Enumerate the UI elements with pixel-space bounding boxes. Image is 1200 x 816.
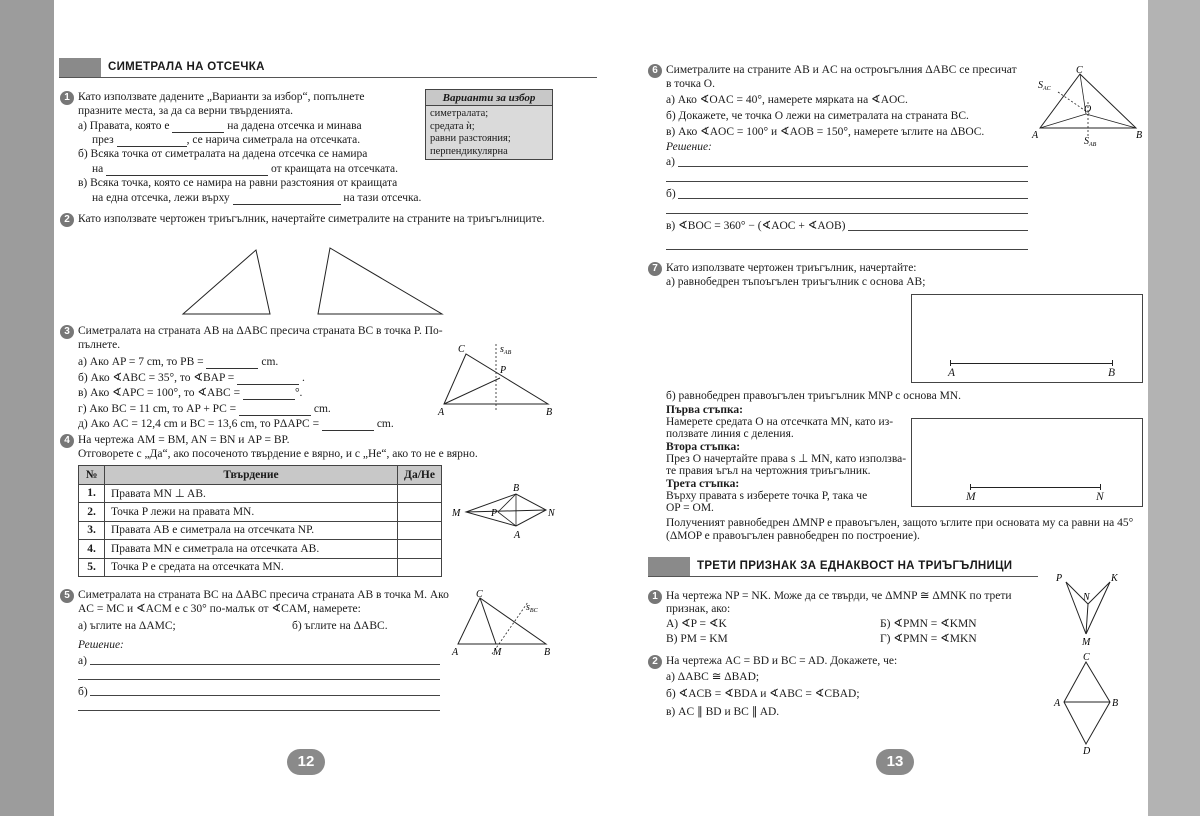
text: .: [302, 372, 305, 384]
item-d: [78, 403, 331, 416]
choice-item: равни разстояния;: [430, 133, 511, 144]
label-c: C: [458, 344, 465, 355]
section-title-perpendicular-bisector: [59, 58, 597, 78]
label-b: B: [1136, 130, 1143, 141]
problem-text: Като използвате чертожен триъгълник, начертайте:: [666, 262, 917, 274]
solution-label: Решение:: [78, 639, 124, 651]
answer-c-label: в) ∢BOC = 360° − (∢AOC + ∢AOB): [666, 220, 846, 232]
text: от краищата на отсечката.: [271, 163, 399, 175]
step-2-text: През O начертайте права s ⊥ MN, като използва-: [666, 453, 907, 465]
problem-text: AC = MC и ∢ACM е с 30° по-малък от ∢CAM, намерете:: [78, 603, 361, 615]
label-m: M: [493, 647, 502, 658]
label-n: N: [1096, 491, 1104, 503]
problem-number: 1: [648, 590, 662, 604]
figure-kite: [450, 482, 560, 542]
problem-text: На чертежа NP = NK. Може да се твърди, че ΔMNP ≅ ΔMNK по трети: [666, 590, 1012, 602]
answer-line[interactable]: [848, 230, 1028, 231]
item-e: [78, 418, 394, 431]
item-a: а) Ако ∢OAC = 40°, намерете мярката на ∢AOC.: [666, 94, 908, 106]
item-c: [78, 387, 302, 400]
label-s-ab: $S_{AB}$: [1084, 136, 1097, 148]
statement-c-cont: [92, 192, 421, 205]
row-num: 3.: [79, 521, 105, 540]
row-statement: Точка P лежи на правата MN.: [105, 503, 398, 522]
segment-mn: [466, 510, 546, 512]
item-a: [78, 356, 278, 369]
text: б) Ако ∢ABC = 35°, то ∢BAP =: [78, 372, 235, 384]
text: д) Ако AC = 12,4 cm и BC = 13,6 cm, то PΔAPC =: [78, 418, 320, 430]
statement-b-cont: [92, 163, 398, 176]
table-header-row: [79, 466, 442, 485]
blank-field[interactable]: [239, 415, 311, 416]
label-b: B: [1112, 698, 1119, 709]
answer-line[interactable]: [90, 695, 440, 696]
header-answer: Да/Не: [398, 466, 442, 485]
solution-label: Решение:: [666, 141, 712, 153]
step-3-heading: Трета стъпка:: [666, 478, 740, 490]
answer-cell[interactable]: [398, 540, 442, 559]
statement-a-cont: [92, 134, 360, 147]
label-c: C: [1076, 65, 1083, 76]
problem-number: 2: [60, 213, 74, 227]
figure-circumcenter: [1028, 62, 1150, 150]
text: cm.: [261, 356, 279, 368]
label-c: C: [1083, 652, 1090, 663]
label-s: $s_{AB}$: [500, 344, 512, 356]
table-row: [79, 521, 442, 540]
answer-b-label: б): [78, 686, 88, 698]
text: през: [92, 134, 114, 146]
item-b: [78, 372, 305, 385]
problem-number: 6: [648, 64, 662, 78]
triangle-abc: [458, 598, 546, 644]
problem-text: в точка O.: [666, 78, 715, 90]
choice-item: средата ѝ;: [430, 120, 475, 132]
label-a: A: [514, 530, 521, 541]
option-b[interactable]: Б) ∢PMN = ∢KMN: [880, 618, 977, 630]
answer-line[interactable]: [78, 710, 440, 711]
item-b: б) Докажете, че точка O лежи на симетралата на страната BC.: [666, 110, 969, 122]
triangle-2: [318, 248, 442, 314]
answer-line[interactable]: [666, 213, 1028, 214]
text: на тази отсечка.: [343, 192, 422, 204]
text: а) Ако AP = 7 cm, то PB =: [78, 356, 204, 368]
text: на: [92, 163, 104, 175]
item-b: б) равнобедрен правоъгълен триъгълник MNP с основа MN.: [666, 390, 961, 402]
section-title-text: СИМЕТРАЛА НА ОТСЕЧКА: [108, 61, 265, 73]
item-b: б) ъглите на ΔABC.: [292, 620, 388, 632]
option-a[interactable]: А) ∢P = ∢K: [666, 618, 727, 630]
triangle-1: [183, 250, 270, 314]
quadrilateral: [1064, 662, 1110, 744]
blank-field[interactable]: [117, 146, 187, 147]
blank-field[interactable]: [106, 175, 268, 176]
answer-line[interactable]: [90, 664, 440, 665]
drawing-box-mn[interactable]: [911, 418, 1143, 507]
section-title-third-criterion: [648, 557, 1038, 577]
tick: [1100, 484, 1101, 490]
label-s: $s_{BC}$: [526, 602, 538, 614]
row-statement: Правата MN ⊥ AB.: [105, 484, 398, 503]
text: , се нарича симетрала на отсечката.: [186, 134, 361, 146]
choice-item: симетралата;: [430, 108, 489, 119]
label-n: N: [1083, 592, 1090, 603]
blank-field[interactable]: [243, 399, 295, 400]
item-c: в) AC ∥ BD и BC ∥ AD.: [666, 706, 780, 718]
text: cm.: [313, 403, 331, 415]
text: cm.: [376, 418, 394, 430]
label-a: A: [1054, 698, 1061, 709]
problem-number: 4: [60, 434, 74, 448]
result-text: Полученият равнобедрен ΔMNP е правоъгълен, защото ъглите при основата му са равни на 45°: [666, 517, 1134, 529]
step-1-text: Намерете средата O на отсечката MN, като из-: [666, 416, 894, 428]
answer-line[interactable]: [666, 181, 1028, 182]
step-1-text: ползвате линия с деления.: [666, 428, 794, 440]
figure-triangle-abc-bisector: [436, 340, 556, 420]
answer-cell[interactable]: [398, 503, 442, 522]
right-page-edge: [1148, 0, 1200, 816]
answer-cell[interactable]: [398, 484, 442, 503]
statement-a: [78, 120, 362, 133]
answer-b-label: б): [666, 188, 676, 200]
answer-cell[interactable]: [398, 521, 442, 540]
row-num: 2.: [79, 503, 105, 522]
problem-text: празните места, за да са верни твърденията.: [78, 105, 294, 117]
statement-c: в) Всяка точка, която се намира на равни разстояния от краищата: [78, 177, 398, 189]
left-page-edge: [0, 0, 54, 816]
item-a: а) равнобедрен тъпоъгълен триъгълник с основа AB;: [666, 276, 926, 288]
step-2-heading: Втора стъпка:: [666, 441, 741, 453]
step-2-text: те правия ъгъл на чертожния триъгълник.: [666, 465, 871, 477]
row-num: 1.: [79, 484, 105, 503]
text: в) Ако ∢APC = 100°, то ∢ABC =: [78, 387, 241, 399]
statements-table: [78, 465, 442, 577]
label-p: P: [1056, 573, 1063, 584]
step-3-text: Върху правата s изберете точка P, така че: [666, 490, 868, 502]
problem-number: 7: [648, 262, 662, 276]
item-a: а) ΔABC ≅ ΔBAD;: [666, 671, 760, 683]
answer-cell[interactable]: [398, 558, 442, 577]
step-3-text: OP = OM.: [666, 502, 714, 514]
row-num: 5.: [79, 558, 105, 577]
choice-item: перпендикулярна: [430, 145, 508, 157]
label-m: M: [966, 491, 976, 503]
table-row: [79, 484, 442, 503]
answer-a-label: а): [78, 655, 87, 667]
choices-box: [425, 89, 553, 160]
blank-field[interactable]: [233, 204, 341, 205]
text: г) Ако BC = 11 cm, то AP + PC =: [78, 403, 237, 415]
label-o: O: [1084, 104, 1092, 115]
segment-pb: [498, 494, 516, 512]
problem-text: На чертежа AM = BM, AN = BN и AP = BP.: [78, 434, 290, 446]
text: °.: [294, 387, 303, 399]
problem-text: Като използвате дадените „Варианти за избор“, попълнете: [78, 91, 365, 103]
label-a: A: [1032, 130, 1039, 141]
label-m: M: [452, 508, 461, 519]
tick: [970, 484, 971, 490]
problem-number: 2: [648, 655, 662, 669]
label-a: A: [948, 367, 956, 379]
problem-text: признак, ако:: [666, 603, 731, 615]
label-n: N: [548, 508, 555, 519]
statement-b: б) Всяка точка от симетралата на дадена отсечка се намира: [78, 148, 368, 160]
row-num: 4.: [79, 540, 105, 559]
result-text: (ΔMOP е правоъгълен равнобедрен по построение).: [666, 530, 920, 542]
header-num: №: [79, 466, 105, 485]
item-c: в) Ако ∢AOC = 100° и ∢AOB = 150°, намерете ъглите на ΔBOC.: [666, 126, 985, 138]
label-p: P: [491, 508, 498, 519]
tick: [950, 360, 951, 366]
problem-text: Като използвате чертожен триъгълник, начертайте симетралите на страните на триъгълниците.: [78, 213, 545, 225]
problem-text: Симетралата на страната AB на ΔABC пресича страната BC в точка P. По-: [78, 325, 443, 337]
table-row: [79, 558, 442, 577]
blank-field[interactable]: [172, 132, 224, 133]
label-b: B: [513, 483, 520, 494]
item-b: б) ∢ACB = ∢BDA и ∢ABC = ∢CBAD;: [666, 688, 860, 700]
label-a: A: [438, 407, 445, 418]
text: на дадена отсечка и минава: [227, 120, 362, 132]
page-number: 12: [287, 749, 325, 775]
segment-kn: [1088, 582, 1110, 604]
problem-text: На чертежа AC = BD и BC = AD. Докажете, че:: [666, 655, 898, 667]
drawing-box-ab[interactable]: [911, 294, 1143, 383]
segment-pm: [1066, 582, 1086, 634]
problem-number: 1: [60, 91, 74, 105]
segment-km: [1086, 582, 1110, 634]
segment-ab: [950, 363, 1112, 364]
problem-number: 3: [60, 325, 74, 339]
problem-text: пълнете.: [78, 339, 121, 351]
problem-text: Симетралите на страните AB и AC на остроъгълния ΔABC се пресичат: [666, 64, 1017, 76]
figure-pnkm: [1048, 568, 1128, 648]
answer-line[interactable]: [678, 198, 1028, 199]
table-row: [79, 503, 442, 522]
segment-ap: [444, 378, 500, 404]
answer-line[interactable]: [678, 166, 1028, 167]
page-number: 13: [876, 749, 914, 775]
tick: [1112, 360, 1113, 366]
text: а) Правата, която е: [78, 120, 170, 132]
table-row: [79, 540, 442, 559]
option-v[interactable]: В) PM = KM: [666, 633, 728, 645]
blank-field[interactable]: [206, 368, 258, 369]
item-a: а) ъглите на ΔAMC;: [78, 620, 176, 632]
label-p: P: [500, 365, 507, 376]
blank-field[interactable]: [237, 384, 299, 385]
figure-acbd: [1050, 650, 1130, 756]
figure-triangle-amc: [448, 588, 558, 660]
problem-text: Симетралата на страната BC на ΔABC пресича страната AB в точка M. Ако: [78, 589, 449, 601]
label-b: B: [544, 647, 551, 658]
row-statement: Правата AB е симетрала на отсечката NP.: [105, 521, 398, 540]
segment-cm: [480, 598, 496, 644]
label-m: M: [1082, 637, 1091, 648]
label-s-ac: $S_{AC}$: [1038, 80, 1051, 92]
segment-ao: [1040, 114, 1086, 128]
segment-mn: [970, 487, 1100, 488]
problem-text: Отговорете с „Да“, ако посоченото твърдение е вярно, и с „Не“, ако то не е вярно.: [78, 448, 478, 460]
step-1-heading: Първа стъпка:: [666, 404, 743, 416]
blank-field[interactable]: [322, 430, 374, 431]
text: на една отсечка, лежи върху: [92, 192, 230, 204]
label-c: C: [476, 589, 483, 600]
label-b: B: [1108, 367, 1116, 379]
answer-line[interactable]: [78, 679, 440, 680]
option-g[interactable]: Г) ∢PMN = ∢MKN: [880, 633, 977, 645]
triangles-figure: [170, 240, 460, 320]
problem-number: 5: [60, 589, 74, 603]
label-b: B: [546, 407, 553, 418]
section-title-text: ТРЕТИ ПРИЗНАК ЗА ЕДНАКВОСТ НА ТРИЪГЪЛНИЦИ: [697, 560, 1013, 572]
label-a: A: [452, 647, 459, 658]
row-statement: Правата MN е симетрала на отсечката AB.: [105, 540, 398, 559]
label-d: D: [1083, 746, 1091, 756]
row-statement: Точка P е средата на отсечката MN.: [105, 558, 398, 577]
header-statement: Твърдение: [105, 466, 398, 485]
choices-title: Варианти за избор: [426, 90, 552, 106]
answer-line[interactable]: [666, 249, 1028, 250]
answer-a-label: а): [666, 156, 675, 168]
label-k: K: [1111, 573, 1118, 584]
